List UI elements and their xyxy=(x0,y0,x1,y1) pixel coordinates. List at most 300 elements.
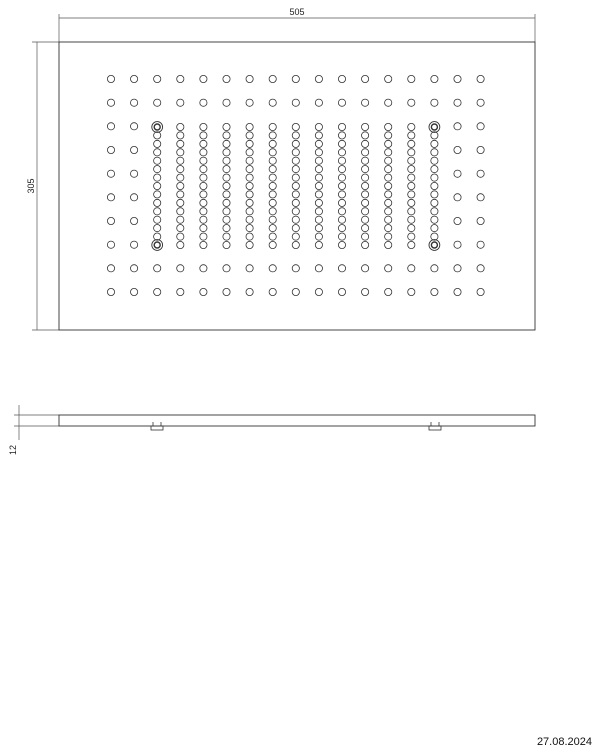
nozzle-hole xyxy=(315,75,322,82)
nozzle-hole xyxy=(131,99,138,106)
nozzle-hole xyxy=(269,225,276,232)
nozzle-hole xyxy=(408,208,415,215)
nozzle-hole xyxy=(246,199,253,206)
nozzle-hole xyxy=(177,191,184,198)
nozzle-hole xyxy=(223,191,230,198)
nozzle-hole xyxy=(431,132,438,139)
nozzle-hole xyxy=(177,123,184,130)
nozzle-hole xyxy=(408,199,415,206)
nozzle-hole xyxy=(107,123,114,130)
nozzle-hole xyxy=(385,140,392,147)
nozzle-hole xyxy=(338,182,345,189)
nozzle-hole xyxy=(246,166,253,173)
mounting-point-outer xyxy=(152,240,163,251)
nozzle-hole xyxy=(315,174,322,181)
nozzle-hole xyxy=(223,166,230,173)
nozzle-hole xyxy=(292,123,299,130)
nozzle-hole xyxy=(292,208,299,215)
nozzle-hole xyxy=(431,208,438,215)
nozzle-hole xyxy=(200,166,207,173)
nozzle-hole xyxy=(131,265,138,272)
nozzle-hole xyxy=(177,216,184,223)
nozzle-hole xyxy=(269,174,276,181)
nozzle-hole xyxy=(315,288,322,295)
nozzle-hole xyxy=(431,288,438,295)
nozzle-hole xyxy=(385,233,392,240)
nozzle-hole xyxy=(338,288,345,295)
nozzle-hole xyxy=(177,233,184,240)
nozzle-hole xyxy=(131,123,138,130)
nozzle-hole xyxy=(338,233,345,240)
nozzle-hole xyxy=(315,191,322,198)
mounting-points xyxy=(152,122,440,251)
nozzle-hole xyxy=(338,208,345,215)
nozzle-hole xyxy=(408,191,415,198)
nozzle-hole xyxy=(177,241,184,248)
nozzle-hole xyxy=(477,217,484,224)
height-dimension xyxy=(32,42,59,330)
nozzle-hole xyxy=(385,132,392,139)
nozzle-hole xyxy=(269,140,276,147)
nozzle-hole xyxy=(362,191,369,198)
nozzle-hole xyxy=(477,75,484,82)
nozzle-hole xyxy=(338,241,345,248)
nozzle-hole xyxy=(477,194,484,201)
nozzle-hole xyxy=(177,140,184,147)
nozzle-hole xyxy=(315,149,322,156)
nozzle-hole xyxy=(200,182,207,189)
nozzle-hole xyxy=(200,233,207,240)
nozzle-hole xyxy=(385,166,392,173)
nozzle-hole xyxy=(408,140,415,147)
nozzle-hole xyxy=(154,288,161,295)
nozzle-hole xyxy=(200,191,207,198)
nozzle-hole xyxy=(154,132,161,139)
nozzle-hole xyxy=(431,225,438,232)
nozzle-hole xyxy=(154,140,161,147)
nozzle-hole xyxy=(408,174,415,181)
nozzle-hole xyxy=(431,199,438,206)
nozzle-hole xyxy=(107,75,114,82)
nozzle-hole xyxy=(431,191,438,198)
shower-plate-top-view xyxy=(59,42,535,330)
nozzle-hole xyxy=(315,265,322,272)
nozzle-hole xyxy=(154,208,161,215)
nozzle-hole xyxy=(246,225,253,232)
nozzle-hole xyxy=(107,241,114,248)
mounting-point-outer xyxy=(152,122,163,133)
nozzle-hole xyxy=(385,149,392,156)
nozzle-hole xyxy=(315,241,322,248)
nozzle-hole xyxy=(292,174,299,181)
nozzle-hole xyxy=(200,208,207,215)
nozzle-hole xyxy=(292,216,299,223)
nozzle-hole xyxy=(246,123,253,130)
nozzle-hole xyxy=(154,233,161,240)
nozzle-hole xyxy=(362,233,369,240)
nozzle-hole xyxy=(177,225,184,232)
nozzle-hole xyxy=(200,123,207,130)
nozzle-hole xyxy=(454,241,461,248)
nozzle-hole xyxy=(431,216,438,223)
nozzle-hole xyxy=(269,149,276,156)
nozzle-hole xyxy=(338,132,345,139)
mounting-point-inner xyxy=(154,124,160,130)
nozzle-hole xyxy=(292,288,299,295)
nozzle-hole xyxy=(362,123,369,130)
nozzle-hole xyxy=(431,99,438,106)
nozzle-hole xyxy=(246,191,253,198)
nozzle-hole xyxy=(454,123,461,130)
nozzle-hole xyxy=(362,288,369,295)
nozzle-hole xyxy=(408,182,415,189)
mounting-point-inner xyxy=(431,242,437,248)
shower-plate-side-view xyxy=(59,415,535,426)
nozzle-hole xyxy=(223,241,230,248)
nozzle-hole xyxy=(362,216,369,223)
nozzle-hole xyxy=(385,157,392,164)
nozzle-hole xyxy=(177,149,184,156)
nozzle-hole xyxy=(315,225,322,232)
nozzle-hole xyxy=(292,75,299,82)
nozzle-hole xyxy=(315,132,322,139)
nozzle-hole xyxy=(338,265,345,272)
nozzle-hole xyxy=(107,99,114,106)
nozzle-hole xyxy=(246,288,253,295)
nozzle-hole xyxy=(223,288,230,295)
nozzle-hole xyxy=(246,140,253,147)
nozzle-hole xyxy=(177,174,184,181)
nozzle-hole xyxy=(107,288,114,295)
nozzle-hole xyxy=(385,265,392,272)
nozzle-hole xyxy=(177,166,184,173)
nozzle-hole xyxy=(338,174,345,181)
nozzle-hole xyxy=(154,75,161,82)
nozzle-hole xyxy=(431,140,438,147)
nozzle-hole xyxy=(177,75,184,82)
nozzle-hole xyxy=(177,157,184,164)
nozzle-hole xyxy=(338,166,345,173)
nozzle-hole xyxy=(269,191,276,198)
nozzle-hole xyxy=(223,140,230,147)
nozzle-hole xyxy=(246,265,253,272)
nozzle-hole xyxy=(246,99,253,106)
nozzle-hole xyxy=(385,199,392,206)
nozzle-hole xyxy=(408,75,415,82)
nozzle-hole xyxy=(292,140,299,147)
nozzle-hole xyxy=(338,99,345,106)
nozzle-hole xyxy=(200,99,207,106)
nozzle-hole xyxy=(408,265,415,272)
nozzle-hole xyxy=(131,146,138,153)
nozzle-hole xyxy=(315,140,322,147)
nozzle-hole xyxy=(246,241,253,248)
nozzle-hole xyxy=(362,225,369,232)
nozzle-hole xyxy=(315,216,322,223)
nozzle-hole xyxy=(431,157,438,164)
nozzle-hole xyxy=(154,182,161,189)
nozzle-hole xyxy=(431,166,438,173)
nozzle-hole xyxy=(131,288,138,295)
nozzle-hole xyxy=(385,216,392,223)
nozzle-hole xyxy=(177,182,184,189)
nozzle-hole xyxy=(454,99,461,106)
nozzle-hole xyxy=(292,225,299,232)
nozzle-hole xyxy=(154,166,161,173)
nozzle-hole xyxy=(269,132,276,139)
nozzle-hole xyxy=(431,265,438,272)
nozzle-hole xyxy=(454,194,461,201)
nozzle-hole xyxy=(269,182,276,189)
nozzle-hole xyxy=(362,208,369,215)
width-dimension-label: 505 xyxy=(289,7,305,17)
nozzle-hole xyxy=(223,75,230,82)
nozzle-hole xyxy=(223,265,230,272)
nozzle-hole xyxy=(338,75,345,82)
nozzle-hole xyxy=(454,217,461,224)
nozzle-hole xyxy=(154,149,161,156)
nozzle-hole xyxy=(269,157,276,164)
nozzle-hole xyxy=(408,288,415,295)
nozzle-hole xyxy=(408,241,415,248)
nozzle-hole xyxy=(338,149,345,156)
nozzle-hole xyxy=(477,99,484,106)
nozzle-hole xyxy=(177,288,184,295)
nozzle-hole xyxy=(131,75,138,82)
nozzle-hole xyxy=(431,182,438,189)
nozzle-hole xyxy=(385,191,392,198)
nozzle-hole xyxy=(431,149,438,156)
nozzle-grid xyxy=(107,75,484,295)
nozzle-hole xyxy=(269,265,276,272)
nozzle-hole xyxy=(454,75,461,82)
nozzle-hole xyxy=(338,216,345,223)
nozzle-hole xyxy=(408,123,415,130)
nozzle-hole xyxy=(223,233,230,240)
nozzle-hole xyxy=(107,265,114,272)
nozzle-hole xyxy=(385,288,392,295)
nozzle-hole xyxy=(477,170,484,177)
nozzle-hole xyxy=(246,132,253,139)
nozzle-hole xyxy=(269,288,276,295)
mounting-point-inner xyxy=(431,124,437,130)
nozzle-hole xyxy=(362,174,369,181)
nozzle-hole xyxy=(246,233,253,240)
nozzle-hole xyxy=(177,132,184,139)
nozzle-hole xyxy=(315,208,322,215)
nozzle-hole xyxy=(177,265,184,272)
nozzle-hole xyxy=(292,149,299,156)
nozzle-hole xyxy=(269,216,276,223)
nozzle-hole xyxy=(223,123,230,130)
nozzle-hole xyxy=(454,146,461,153)
nozzle-hole xyxy=(408,149,415,156)
nozzle-hole xyxy=(315,182,322,189)
nozzle-hole xyxy=(223,99,230,106)
nozzle-hole xyxy=(315,166,322,173)
nozzle-hole xyxy=(292,157,299,164)
nozzle-hole xyxy=(454,170,461,177)
nozzle-hole xyxy=(246,157,253,164)
nozzle-hole xyxy=(385,99,392,106)
thickness-dimension xyxy=(14,405,59,440)
nozzle-hole xyxy=(200,174,207,181)
nozzle-hole xyxy=(385,182,392,189)
nozzle-hole xyxy=(177,208,184,215)
mounting-point-inner xyxy=(154,242,160,248)
nozzle-hole xyxy=(408,233,415,240)
nozzle-hole xyxy=(408,99,415,106)
nozzle-hole xyxy=(246,75,253,82)
width-dimension xyxy=(59,14,535,42)
nozzle-hole xyxy=(362,132,369,139)
nozzle-hole xyxy=(477,288,484,295)
nozzle-hole xyxy=(315,233,322,240)
nozzle-hole xyxy=(362,241,369,248)
nozzle-hole xyxy=(107,146,114,153)
nozzle-hole xyxy=(292,182,299,189)
nozzle-hole xyxy=(223,132,230,139)
nozzle-hole xyxy=(362,199,369,206)
nozzle-hole xyxy=(362,265,369,272)
nozzle-hole xyxy=(223,216,230,223)
nozzle-hole xyxy=(269,241,276,248)
nozzle-hole xyxy=(431,174,438,181)
nozzle-hole xyxy=(200,288,207,295)
mounting-point-outer xyxy=(429,122,440,133)
nozzle-hole xyxy=(362,99,369,106)
nozzle-hole xyxy=(362,166,369,173)
nozzle-hole xyxy=(154,225,161,232)
nozzle-hole xyxy=(315,99,322,106)
nozzle-hole xyxy=(269,123,276,130)
nozzle-hole xyxy=(454,265,461,272)
nozzle-hole xyxy=(246,149,253,156)
nozzle-hole xyxy=(362,140,369,147)
nozzle-hole xyxy=(385,123,392,130)
nozzle-hole xyxy=(107,170,114,177)
nozzle-hole xyxy=(408,132,415,139)
nozzle-hole xyxy=(477,146,484,153)
nozzle-hole xyxy=(408,225,415,232)
nozzle-hole xyxy=(269,199,276,206)
nozzle-hole xyxy=(315,157,322,164)
thickness-dimension-label: 12 xyxy=(8,444,18,456)
nozzle-hole xyxy=(454,288,461,295)
nozzle-hole xyxy=(385,174,392,181)
nozzle-hole xyxy=(154,174,161,181)
side-mount-bracket-left xyxy=(151,422,163,430)
nozzle-hole xyxy=(292,199,299,206)
nozzle-hole xyxy=(269,75,276,82)
nozzle-hole xyxy=(269,233,276,240)
nozzle-hole xyxy=(408,166,415,173)
nozzle-hole xyxy=(292,99,299,106)
nozzle-hole xyxy=(223,157,230,164)
nozzle-hole xyxy=(385,241,392,248)
nozzle-hole xyxy=(177,199,184,206)
nozzle-hole xyxy=(338,140,345,147)
nozzle-hole xyxy=(131,194,138,201)
nozzle-hole xyxy=(246,216,253,223)
nozzle-hole xyxy=(246,174,253,181)
nozzle-hole xyxy=(362,75,369,82)
nozzle-hole xyxy=(154,216,161,223)
nozzle-hole xyxy=(131,241,138,248)
nozzle-hole xyxy=(107,217,114,224)
side-mount-bracket-right xyxy=(429,422,441,430)
nozzle-hole xyxy=(131,170,138,177)
nozzle-hole xyxy=(200,225,207,232)
nozzle-hole xyxy=(269,208,276,215)
nozzle-hole xyxy=(223,182,230,189)
nozzle-hole xyxy=(154,157,161,164)
height-dimension-label: 305 xyxy=(26,178,36,194)
nozzle-hole xyxy=(338,199,345,206)
nozzle-hole xyxy=(338,191,345,198)
nozzle-hole xyxy=(385,208,392,215)
nozzle-hole xyxy=(269,99,276,106)
nozzle-hole xyxy=(362,157,369,164)
nozzle-hole xyxy=(200,216,207,223)
nozzle-hole xyxy=(246,208,253,215)
nozzle-hole xyxy=(200,75,207,82)
nozzle-hole xyxy=(200,265,207,272)
nozzle-hole xyxy=(408,157,415,164)
nozzle-hole xyxy=(223,174,230,181)
nozzle-hole xyxy=(315,199,322,206)
nozzle-hole xyxy=(154,191,161,198)
nozzle-hole xyxy=(200,157,207,164)
nozzle-hole xyxy=(200,132,207,139)
nozzle-hole xyxy=(200,149,207,156)
nozzle-hole xyxy=(154,199,161,206)
nozzle-hole xyxy=(154,265,161,272)
nozzle-hole xyxy=(223,199,230,206)
nozzle-hole xyxy=(200,241,207,248)
nozzle-hole xyxy=(362,149,369,156)
nozzle-hole xyxy=(338,123,345,130)
nozzle-hole xyxy=(338,157,345,164)
nozzle-hole xyxy=(292,265,299,272)
nozzle-hole xyxy=(385,75,392,82)
nozzle-hole xyxy=(200,199,207,206)
nozzle-hole xyxy=(477,265,484,272)
nozzle-hole xyxy=(431,75,438,82)
nozzle-hole xyxy=(177,99,184,106)
nozzle-hole xyxy=(269,166,276,173)
nozzle-hole xyxy=(131,217,138,224)
drawing-date: 27.08.2024 xyxy=(536,736,592,748)
nozzle-hole xyxy=(223,225,230,232)
nozzle-hole xyxy=(292,241,299,248)
nozzle-hole xyxy=(154,99,161,106)
nozzle-hole xyxy=(223,208,230,215)
nozzle-hole xyxy=(477,241,484,248)
nozzle-hole xyxy=(385,225,392,232)
mounting-point-outer xyxy=(429,240,440,251)
nozzle-hole xyxy=(431,233,438,240)
nozzle-hole xyxy=(107,194,114,201)
nozzle-hole xyxy=(200,140,207,147)
nozzle-hole xyxy=(292,132,299,139)
nozzle-hole xyxy=(338,225,345,232)
nozzle-hole xyxy=(292,233,299,240)
nozzle-hole xyxy=(315,123,322,130)
nozzle-hole xyxy=(362,182,369,189)
nozzle-hole xyxy=(292,191,299,198)
nozzle-hole xyxy=(223,149,230,156)
